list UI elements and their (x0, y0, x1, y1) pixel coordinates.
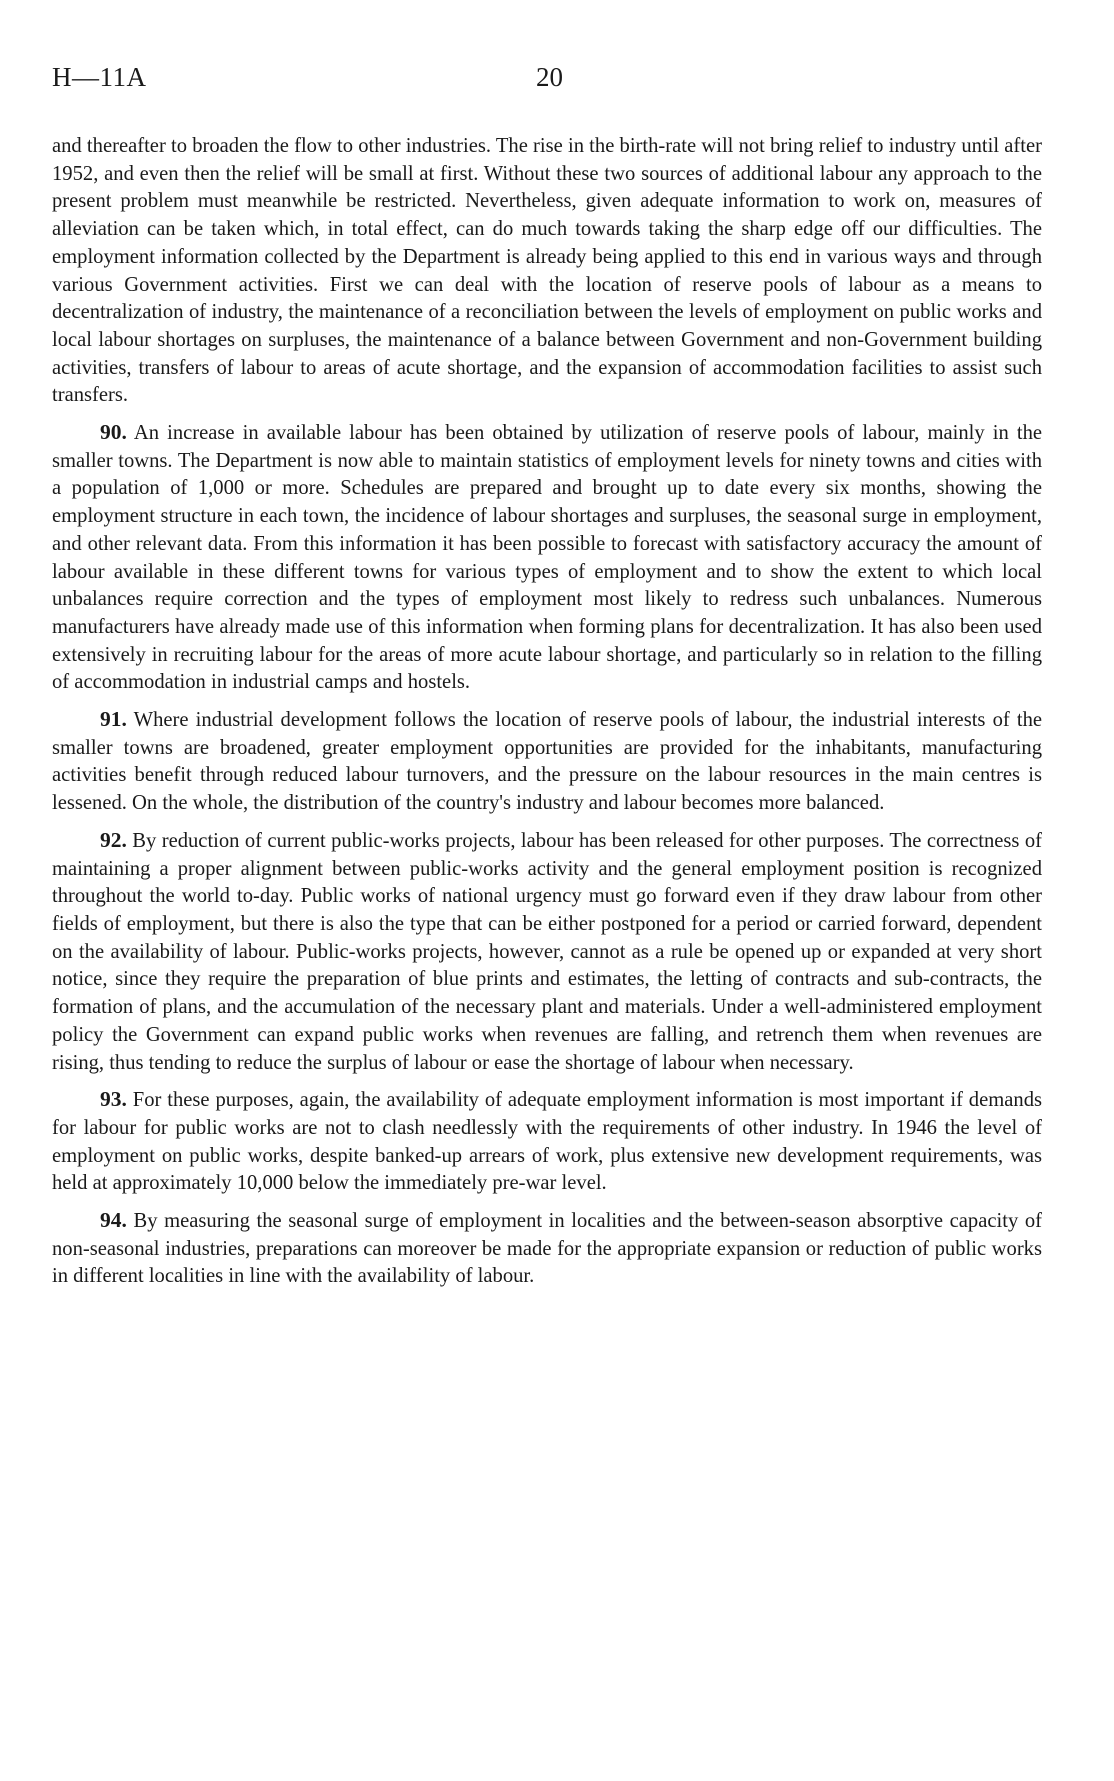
paragraph-92 (52, 827, 1042, 1077)
document-code: H—11A (52, 62, 147, 92)
page-header (52, 62, 1042, 102)
paragraph-text: An increase in available labour has been obtained by utilization of reserve pools of labour, mainly in the smaller towns. The Department is now able to maintain statistics of employment levels for ninety towns and cities with a population of 1,000 or more. Schedules are prepared and brought up to date every six months, showing the employment structure in each town, the incidence of labour shortages and surpluses, the seasonal surge in employment, and other relevant data. From this information it has been possible to forecast with satisfactory accuracy the amount of labour available in these different towns for various types of employment and to show the extent to which local unbalances require correction and the types of employment most likely to redress such unbalances. Numerous manufacturers have already made use of this information when forming plans for decentralization. It has also been used extensively in recruiting labour for the areas of more acute labour shortage, and particularly so in relation to the filling of accommodation in industrial camps and hostels. (52, 422, 1043, 694)
paragraph-number: 90. (100, 420, 127, 445)
paragraph-94 (52, 1207, 1042, 1291)
paragraph-91 (52, 706, 1042, 818)
paragraph-text: Where industrial development follows the location of reserve pools of labour, the industrial interests of the smaller towns are broadened, greater employment opportunities are provided for the inhabitants, manufacturing activities benefit through reduced labour turnovers, and the pressure on the labour resources in the main centres is lessened. On the whole, the distribution of the country's industry and labour becomes more balanced. (52, 709, 1043, 815)
paragraph-number: 93. (100, 1087, 127, 1112)
paragraph-number: 91. (100, 707, 127, 732)
paragraph-90 (52, 419, 1042, 697)
paragraph-93 (52, 1086, 1042, 1198)
paragraph-text: By reduction of current public-works projects, labour has been released for other purposes. The correctness of maintaining a proper alignment between public-works activity and the general employment position is recognized throughout the world to-day. Public works of national urgency must go forward even if they draw labour from other fields of employment, but there is also the type that can be either postponed for a period or carried forward, dependent on the availability of labour. Public-works projects, however, cannot as a rule be opened up or expanded at very short notice, since they require the preparation of blue prints and estimates, the letting of contracts and sub-contracts, the formation of plans, and the accumulation of the necessary plant and materials. Under a well-administered employment policy the Government can expand public works when revenues are falling, and retrench them when revenues are rising, thus tending to reduce the surplus of labour or ease the shortage of labour when necessary. (52, 829, 1042, 1074)
paragraph-text: By measuring the seasonal surge of employment in localities and the between-season absorptive capacity of non-seasonal industries, preparations can moreover be made for the appropriate expansion or reduction of public works in different localities in line with the availability of labour. (52, 1210, 1042, 1288)
paragraph-text: For these purposes, again, the availability of adequate employment information is most important if demands for labour for public works are not to clash needlessly with the requirements of other industry. In 1946 the level of employment on public works, despite banked-up arrears of work, plus extensive new development requirements, was held at approximately 10,000 below the immediately pre-war level. (52, 1089, 1043, 1195)
body-text (52, 133, 1042, 1291)
page-number: 20 (536, 62, 563, 92)
continuation-paragraph: and thereafter to broaden the flow to other industries. The rise in the birth-rate will not bring relief to industry until after 1952, and even then the relief will be small at first. Without these two sources of additional labour any approach to the present problem must meanwhile be restricted. Nevertheless, given adequate information to work on, measures of alleviation can be taken which, in total effect, can do much towards taking the sharp edge off our difficulties. The employment information collected by the Department is already being applied to this end in various ways and through various Government activities. First we can deal with the location of reserve pools of labour as a means to decentralization of industry, the maintenance of a reconciliation between the levels of employment on public works and local labour shortages on surpluses, the maintenance of a balance between Government and non-Government building activities, transfers of labour to areas of acute shortage, and the expansion of accommodation facilities to assist such transfers. (52, 135, 1042, 407)
paragraph-number: 94. (100, 1208, 127, 1233)
paragraph-number: 92. (100, 827, 127, 852)
